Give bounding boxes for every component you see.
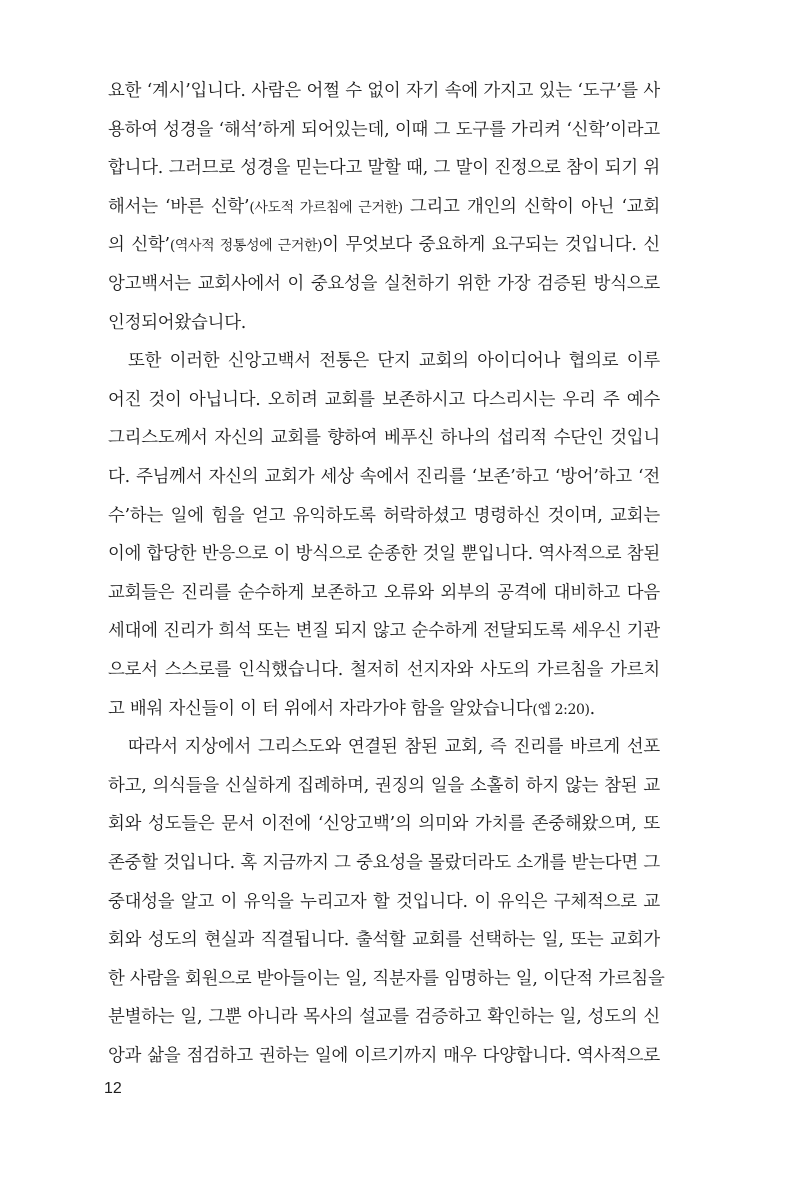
text-line: 교회들은 진리를 순수하게 보존하고 오류와 외부의 공격에 대비하고 다음 <box>108 582 660 603</box>
text-line: 해서는 ‘바른 신학’(사도적 가르침에 근거한) 그리고 개인의 신학이 아닌 ‘교회 <box>108 196 661 217</box>
text-line: 앙고백서는 교회사에서 이 중요성을 실천하기 위한 가장 검증된 방식으로 <box>108 274 660 294</box>
text-line: 어진 것이 아닙니다. 오히려 교회를 보존하시고 다스리시는 우리 주 예수 <box>108 389 660 410</box>
text-line: 한 사람을 회원으로 받아들이는 일, 직분자를 임명하는 일, 이단적 가르침을 <box>108 968 665 989</box>
text-line: 세대에 진리가 희석 또는 변질 되지 않고 순수하게 전달되도록 세우신 기관 <box>108 621 660 642</box>
text-line: 하고, 의식들을 신실하게 집례하며, 권징의 일을 소홀히 하지 않는 참된 교 <box>108 775 660 796</box>
text-line: 중대성을 알고 이 유익을 누리고자 할 것입니다. 이 유익은 구체적으로 교 <box>108 891 660 912</box>
text-line: 으로서 스스로를 인식했습니다. 철저히 선지자와 사도의 가르침을 가르치 <box>108 660 660 680</box>
text-line: 회와 성도의 현실과 직결됩니다. 출석할 교회를 선택하는 일, 또는 교회가 <box>108 930 660 951</box>
text-line: 합니다. 그러므로 성경을 믿는다고 말할 때, 그 말이 진정으로 참이 되기 위 <box>108 158 660 179</box>
text-line: 이에 합당한 반응으로 이 방식으로 순종한 것일 뿐입니다. 역사적으로 참된 <box>108 544 660 565</box>
text-line: 수’하는 일에 힘을 얻고 유익하도록 허락하셨고 명령하신 것이며, 교회는 <box>108 505 660 526</box>
text-line: 의 신학’(역사적 정통성에 근거한)이 무엇보다 중요하게 요구되는 것입니다. 신 <box>108 235 660 256</box>
text-line: 인정되어왔습니다. <box>108 312 247 333</box>
parenthetical-note: (역사적 정통성에 근거한) <box>169 238 323 255</box>
page-number: 12 <box>104 1080 122 1097</box>
text-line: 분별하는 일, 그뿐 아니라 목사의 설교를 검증하고 확인하는 일, 성도의 신 <box>108 1007 660 1028</box>
text-line: 용하여 성경을 ‘해석’하게 되어있는데, 이때 그 도구를 가리켜 ‘신학’이라고 <box>108 119 660 140</box>
text-line: 앙과 삶을 점검하고 권하는 일에 이르기까지 매우 다양합니다. 역사적으로 <box>108 1046 660 1066</box>
text-line: 존중할 것입니다. 혹 지금까지 그 중요성을 몰랐더라도 소개를 받는다면 그 <box>108 853 660 873</box>
scripture-reference: (엡 2:20) <box>532 701 590 718</box>
text-line: 따라서 지상에서 그리스도와 연결된 참된 교회, 즉 진리를 바르게 선포 <box>128 737 660 758</box>
text-line: 회와 성도들은 문서 이전에 ‘신앙고백’의 의미와 가치를 존중해왔으며, 또 <box>108 814 660 835</box>
text-line: 다. 주님께서 자신의 교회가 세상 속에서 진리를 ‘보존’하고 ‘방어’하고 ‘전 <box>108 467 660 487</box>
text-line: 요한 ‘계시’입니다. 사람은 어쩔 수 없이 자기 속에 가지고 있는 ‘도구’를 사 <box>108 81 660 101</box>
text-line: 또한 이러한 신앙고백서 전통은 단지 교회의 아이디어나 협의로 이루 <box>128 351 660 372</box>
text-line: 그리스도께서 자신의 교회를 향하여 베푸신 하나의 섭리적 수단인 것입니 <box>108 428 660 449</box>
text-line: 고 배워 자신들이 이 터 위에서 자라가야 함을 알았습니다(엡 2:20). <box>108 698 595 719</box>
parenthetical-note: (사도적 가르침에 근거한) <box>249 199 403 216</box>
